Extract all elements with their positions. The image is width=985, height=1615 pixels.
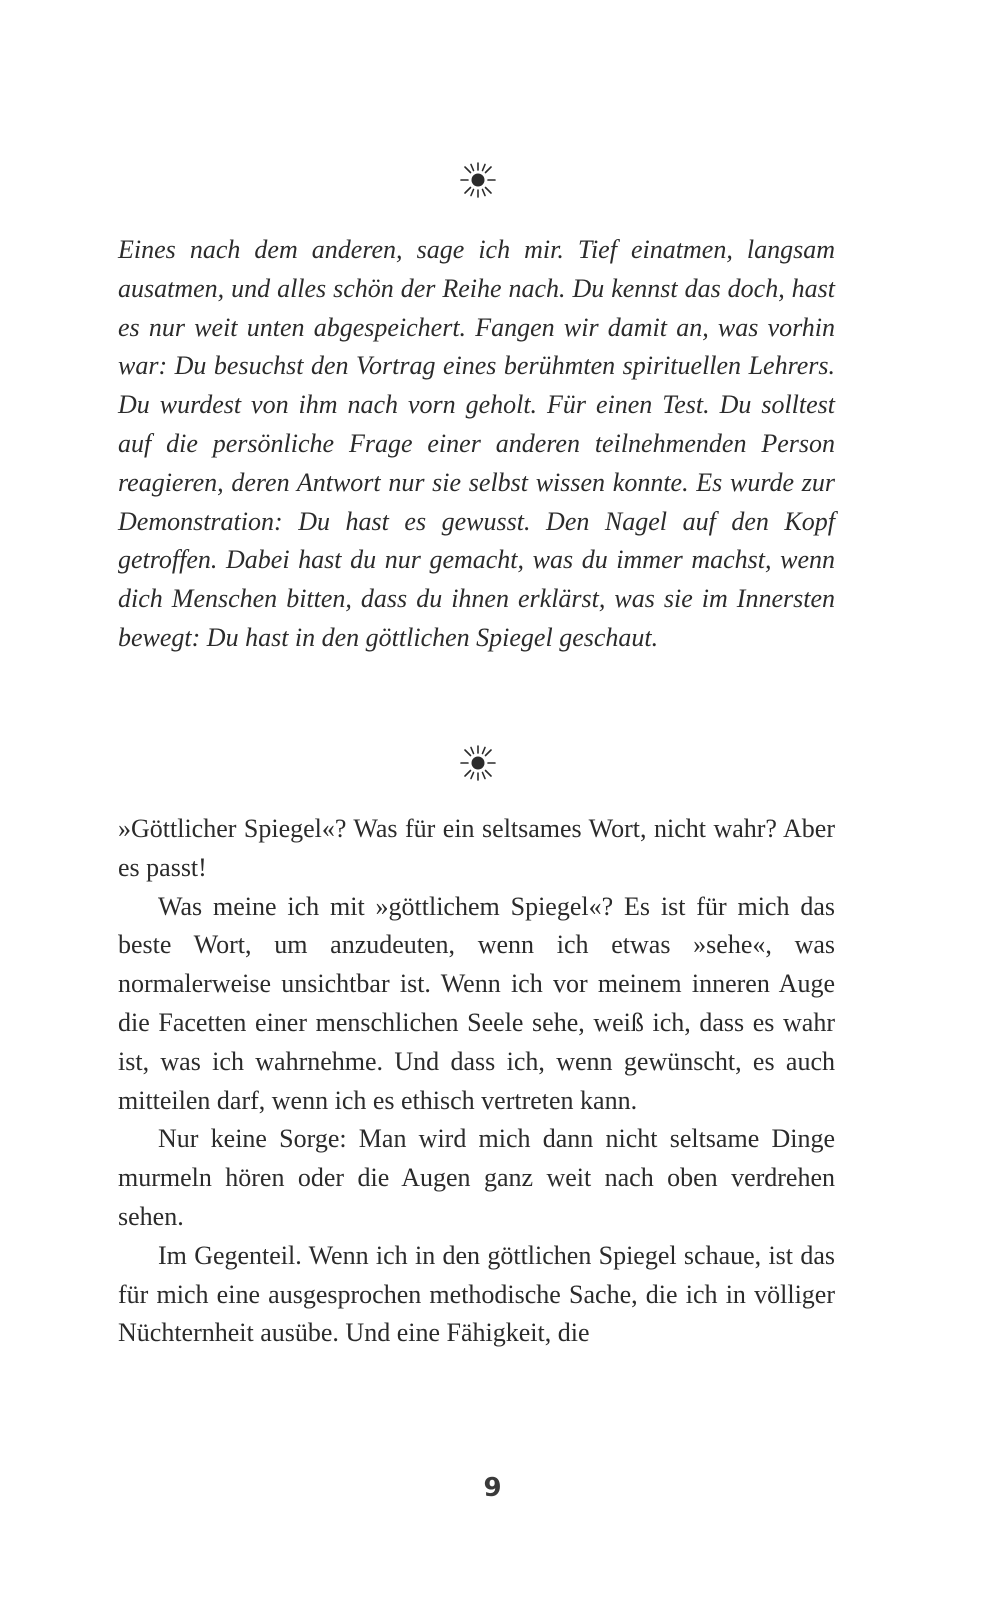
sun-ornament-icon: [460, 745, 496, 781]
body-text: [118, 810, 835, 1353]
paragraph-1: »Göttlicher Spiegel«? Was für ein seltsames Wort, nicht wahr? Aber es passt!: [118, 814, 835, 882]
paragraph-2: Was meine ich mit »göttlichem Spiegel«? Es ist für mich das beste Wort, um anzudeuten, wenn ich etwas »sehe«, was normalerweise unsichtbar ist. Wenn ich vor meinem inneren Auge die Facetten einer menschlichen Seele sehe, weiß ich, dass es wahr ist, was ich wahrnehme. Und dass ich, wenn gewünscht, es auch mitteilen darf, wenn ich es ethisch vertreten kann.: [118, 891, 835, 1115]
page-number: 9: [483, 1473, 502, 1503]
italic-passage: [118, 231, 835, 658]
paragraph-4: Im Gegenteil. Wenn ich in den göttlichen Spiegel schaue, ist das für mich eine ausgesprochen methodische Sache, die ich in völliger Nüchternheit ausübe. Und eine Fähigkeit, die: [118, 1240, 835, 1348]
italic-paragraph: Eines nach dem anderen, sage ich mir. Tief einatmen, langsam ausatmen, und alles schön der Reihe nach. Du kennst das doch, hast es nur weit unten abgespeichert. Fangen wir damit an, was vorhin war: Du besuchst den Vortrag eines berühmten spirituellen Lehrers. Du wurdest von ihm nach vorn geholt. Für einen Test. Du solltest auf die persönliche Frage einer anderen teilnehmenden Person reagieren, deren Antwort nur sie selbst wissen konnte. Es wurde zur Demonstration: Du hast es gewusst. Den Nagel auf den Kopf getroffen. Dabei hast du nur gemacht, was du immer machst, wenn dich Menschen bitten, dass du ihnen erklärst, was sie im Innersten bewegt: Du hast in den göttlichen Spiegel geschaut.: [118, 235, 835, 652]
paragraph-3: Nur keine Sorge: Man wird mich dann nicht seltsame Dinge murmeln hören oder die Augen ganz weit nach oben verdrehen sehen.: [118, 1124, 835, 1231]
sun-ornament-icon: [460, 162, 496, 198]
